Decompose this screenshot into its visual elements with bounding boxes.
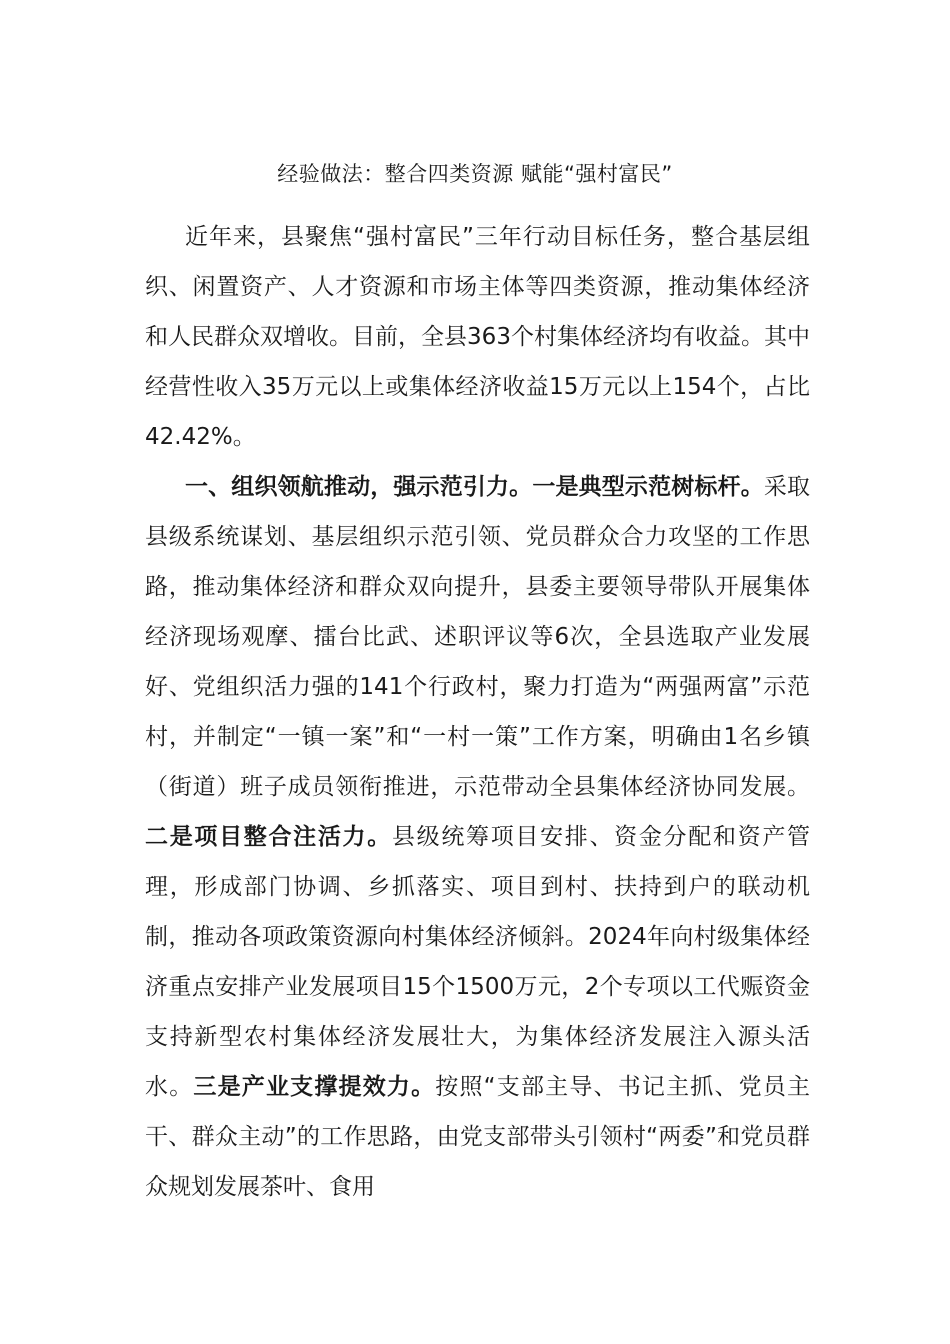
point-1-heading: 一是典型示范树标杆。	[532, 474, 764, 500]
point-1-text: 采取县级系统谋划、基层组织示范引领、党员群众合力攻坚的工作思路，推动集体经济和群众双向提升，县委主要领导带队开展集体经济现场观摩、擂台比武、述职评议等6次，全县选取产业发展好、党组织活力强的141个行政村，聚力打造为“两强两富”示范村，并制定“一镇一案”和“一村一策”工作方案，明确由1名乡镇（街道）班子成员领衔推进，示范带动全县集体经济协同发展。	[145, 474, 811, 800]
document-title: 经验做法：整合四类资源 赋能“强村富民”	[277, 162, 673, 186]
point-3-heading: 三是产业支撑提效力。	[193, 1074, 436, 1100]
section-1-paragraph	[145, 462, 810, 1212]
point-3-text: 按照“支部主导、书记主抓、党员主干、群众主动”的工作思路，由党支部带头引领村“两委”和党员群众规划发展茶叶、食用	[145, 1074, 811, 1200]
document-body	[145, 212, 810, 1212]
intro-paragraph: 近年来，县聚焦“强村富民”三年行动目标任务，整合基层组织、闲置资产、人才资源和市场主体等四类资源，推动集体经济和人民群众双增收。目前，全县363个村集体经济均有收益。其中经营性收入35万元以上或集体经济收益15万元以上154个，占比42.42%。	[145, 224, 810, 450]
point-2-text: 县级统筹项目安排、资金分配和资产管理，形成部门协调、乡抓落实、项目到村、扶持到户的联动机制，推动各项政策资源向村集体经济倾斜。2024年向村级集体经济重点安排产业发展项目15个1500万元，2个专项以工代赈资金支持新型农村集体经济发展壮大，为集体经济发展注入源头活水。	[145, 824, 811, 1100]
point-2-heading: 二是项目整合注活力。	[145, 824, 392, 850]
section-1-heading: 一、组织领航推动，强示范引力。	[185, 474, 533, 500]
